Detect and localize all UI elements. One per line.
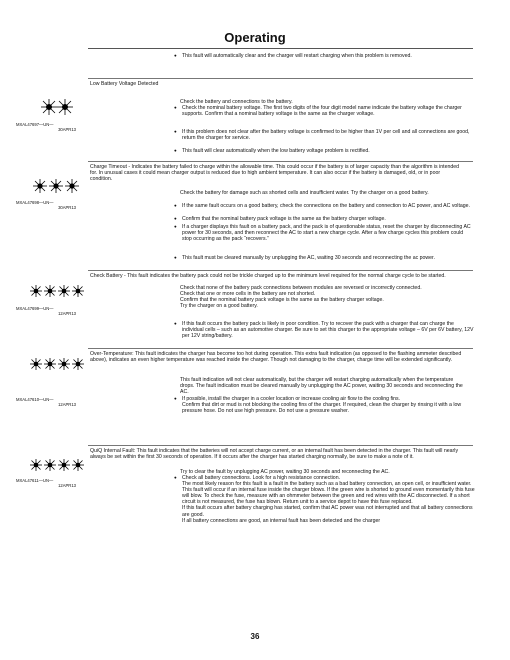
section-bullet: ● This fault must be cleared manually by unplugging the AC, waiting 30 seconds and reconnecting the ac power. (172, 255, 472, 261)
page-number: 36 (250, 632, 260, 641)
figure-caption (16, 478, 76, 488)
header-rule (88, 48, 473, 49)
section-header-charge-timeout: Charge Timeout - Indicates the battery failed to charge within the allowable time. This could occur if the battery is of larger capacity than the algorithm is intended for. In unusual cases it could mean charger output is reduced due to high ambient temperature. It can also occur if the battery is damaged, old, or in poor condition. (90, 164, 459, 183)
section-divider (88, 270, 473, 271)
section-body: Check the battery for damage such as shorted cells and insufficient water. Try the charger on a good battery. (180, 190, 429, 196)
section-body: This fault indication will not clear automatically, but the charger will restart charging automatically when the temperature drops. The fault indication must be cleared manually by unplugging the AC power, waiting 30 seconds and reconnecting the AC. (180, 377, 463, 396)
figure-caption (16, 306, 76, 316)
figure-date: 12APR13 (58, 311, 76, 316)
section-bullet: ● If a charger displays this fault on a battery pack, and the pack is of questionable status, reset the charger by disconnecting AC power for 30 seconds, and then reconnect the AC to start a new charge cycle. After a few charge cycles this problem could stop occurring as the pack “recovers.” (172, 224, 472, 242)
figure-code: MXAL47611—UN— (16, 478, 54, 483)
figure-date: 30APR13 (58, 205, 76, 210)
figure-code: MXAL47610—UN— (16, 397, 54, 402)
section-bullet: ● If possible, install the charger in a cooler location or increase cooling air flow to the cooling fins. Confirm that dirt or mud is not blocking the cooling fins of the charger. If required, clean the charger by rinsing it with a low pressure hose. Do not use high pressure. Do not use a pressure washer. (172, 396, 475, 414)
led-flash-pattern-icon (28, 353, 88, 375)
led-flash-pattern-icon (35, 96, 95, 118)
figure-date: 12APR13 (58, 402, 76, 407)
section-bullet: ● If this fault occurs the battery pack is likely in poor condition. Try to recover the pack with a charger that can charge the individual cells – such as an automotive charger. Be sure to set this charger to the appropriate voltage – 6V per 6V battery, 12V per 12V string/battery. (172, 321, 475, 339)
section-divider (88, 78, 473, 79)
figure-caption (16, 200, 76, 210)
section-header-quiq-internal: QuiQ Internal Fault: This fault indicates that the batteries will not accept charge current, or an internal fault has been detected in the charger. This fault will nearly always be set within the first 30 seconds of operation. If it occurs after the charger has started charging normally, be sure to make a note of it. (90, 448, 459, 461)
figure-caption (16, 122, 76, 132)
led-flash-pattern-icon (28, 454, 88, 476)
page-title: Operating (224, 30, 286, 45)
figure-code: MXAL47697—UN— (16, 122, 54, 127)
figure-caption (16, 397, 76, 407)
section-divider (88, 445, 473, 446)
section-header-check-battery: Check Battery - This fault indicates the battery pack could not be trickle charged up to the minimum level required for the normal charge cycle to be started. (90, 273, 446, 279)
figure-date: 30APR13 (58, 127, 76, 132)
figure-code: MXAL47698—UN— (16, 200, 54, 205)
led-flash-pattern-icon (30, 175, 90, 197)
section-bullet: ● If the same fault occurs on a good battery, check the connections on the battery and connection to AC power, and AC voltage. (172, 203, 472, 209)
section-header-low-battery: Low Battery Voltage Detected (90, 81, 159, 87)
section-bullet: ● If this problem does not clear after the battery voltage is confirmed to be higher than 1V per cell and all connections are good, return the charger for service. (172, 129, 472, 141)
section-bullet: ● Check the nominal battery voltage. The first two digits of the four digit model name indicate the battery voltage the charger supports. Confirm that a nominal battery voltage is the same as the charger voltage. (172, 105, 472, 117)
figure-date: 12APR13 (58, 483, 76, 488)
figure-code: MXAL47699—UN— (16, 306, 54, 311)
section-body: Try to clear the fault by unplugging AC power, waiting 30 seconds and reconnecting the AC. (180, 469, 390, 475)
section-bullet: ● This fault will clear automatically when the low battery voltage problem is rectified. (172, 148, 472, 154)
intro-bullet: ● This fault will automatically clear and the charger will restart charging when this problem is removed. (172, 53, 472, 59)
led-flash-pattern-icon (28, 280, 88, 302)
section-bullet: ● Check all battery connections. Look for a high resistance connection. The most likely reason for this fault is a fault in the battery such as a bad battery connection, an open cell, or insufficient water. This fault will occur if an internal fuse inside the charger blows. If the green wire is shorted to ground even momentarily this fuse will blow. To check the fuse, measure with an ohmmeter between the green and red wires with the AC disconnected. If a short circuit is not measured, the fuse has blown. Return unit to a service depot to have this fuse replaced. If this fault occurs after battery charging has started, confirm that AC power was not interrupted and that all battery connections are good. If all battery connections are good, an internal fault has been detected and the charger (172, 475, 475, 524)
section-body: Check the battery and connections to the battery. (180, 99, 293, 105)
section-body: Check that none of the battery pack connections between modules are reversed or incorrectly connected. Check that one or more cells in the battery are not shorted. Confirm that the nominal battery pack voltage is the same as the battery charger voltage. Try the charger on a good battery. (180, 285, 422, 310)
section-header-over-temperature: Over-Temperature: This fault indicates the charger has become too hot during operation. This extra fault indication (as opposed to the flashing ammeter described above), indicates an even higher temperature was reached inside the charger. Though not damaging to the charger, charge time will be extended significantly. (90, 351, 462, 364)
section-divider (88, 348, 473, 349)
section-bullet: ● Confirm that the nominal battery pack voltage is the same as the battery charger voltage. (172, 216, 472, 222)
section-divider (88, 161, 473, 162)
